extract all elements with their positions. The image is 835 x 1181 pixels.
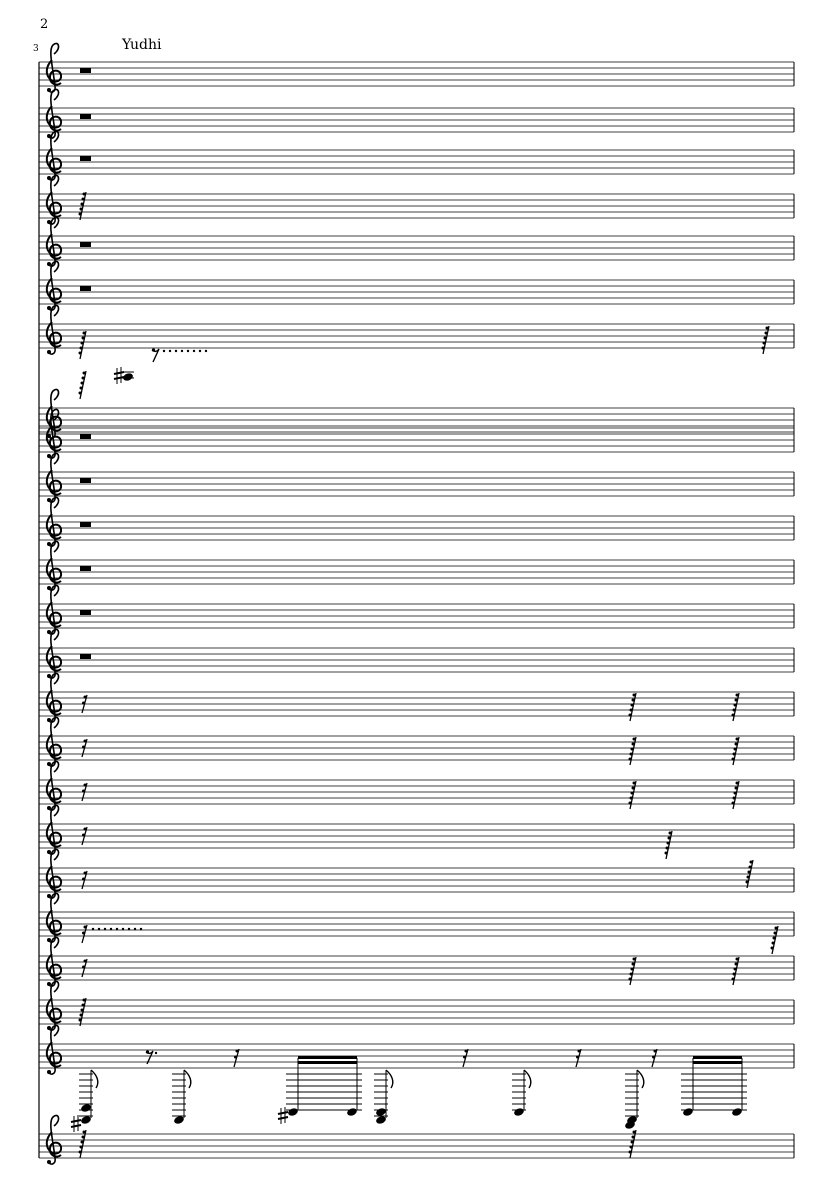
- 128th-rest: [665, 831, 673, 859]
- staff: [39, 717, 794, 766]
- staff: [39, 367, 794, 438]
- whole-rest: [80, 114, 91, 119]
- staff: [39, 673, 794, 722]
- staff: [39, 629, 794, 678]
- 128th-rest: [629, 737, 637, 765]
- measure-number: 3: [33, 44, 39, 54]
- sixteenth-rest: [652, 1049, 657, 1067]
- beamed-notes: [278, 1056, 362, 1124]
- note: [512, 1070, 531, 1117]
- sixteenth-rest: [576, 1049, 581, 1067]
- note: [172, 1070, 191, 1125]
- staff: [39, 217, 794, 266]
- staff: [39, 893, 794, 954]
- whole-rest: [80, 434, 91, 439]
- sixteenth-rest: [82, 925, 87, 943]
- sixteenth-rest: [463, 1049, 468, 1067]
- staff: [39, 131, 794, 180]
- eighth-rest: [152, 348, 159, 362]
- duration-dots: [92, 928, 142, 930]
- 128th-rest: [732, 737, 740, 765]
- page-number: 2: [40, 17, 49, 32]
- staff: [39, 541, 794, 590]
- note-chord: [374, 1070, 393, 1125]
- 128th-rest: [629, 693, 637, 721]
- staff: [39, 89, 794, 138]
- whole-rest: [80, 654, 91, 659]
- staff: [39, 1115, 794, 1164]
- whole-rest: [80, 242, 91, 247]
- staff: [39, 981, 794, 1030]
- staff: [39, 261, 794, 310]
- 128th-rest: [79, 331, 87, 359]
- whole-rest: [80, 478, 91, 483]
- duration-dots: [163, 350, 207, 352]
- 128th-rest: [732, 781, 740, 809]
- staff: [39, 937, 794, 986]
- staff: [39, 453, 794, 502]
- staff: [39, 805, 794, 859]
- note: [625, 1070, 644, 1125]
- 128th-rest: [79, 371, 87, 399]
- whole-rest: [80, 566, 91, 571]
- staff: [39, 305, 794, 362]
- staff: [39, 497, 794, 546]
- note-head: [122, 372, 134, 382]
- whole-rest: [80, 522, 91, 527]
- staff: [39, 585, 794, 634]
- whole-rest: [80, 610, 91, 615]
- whole-rest: [80, 156, 91, 161]
- 128th-rest: [629, 781, 637, 809]
- piece-title: Yudhi: [122, 37, 162, 53]
- whole-rest: [80, 68, 91, 73]
- 128th-rest: [732, 693, 740, 721]
- staff: [39, 849, 794, 898]
- staff: [39, 43, 794, 92]
- staff: [39, 1025, 794, 1132]
- whole-rest: [80, 286, 91, 291]
- staff: [39, 409, 794, 458]
- 128th-rest: [629, 957, 637, 985]
- staff: [39, 175, 794, 224]
- beamed-notes: [681, 1056, 747, 1117]
- note-chord: [71, 1070, 98, 1132]
- sharp-accidental: [114, 367, 124, 384]
- 128th-rest: [732, 957, 740, 985]
- sixteenth-rest: [234, 1049, 239, 1067]
- staff: [39, 761, 794, 810]
